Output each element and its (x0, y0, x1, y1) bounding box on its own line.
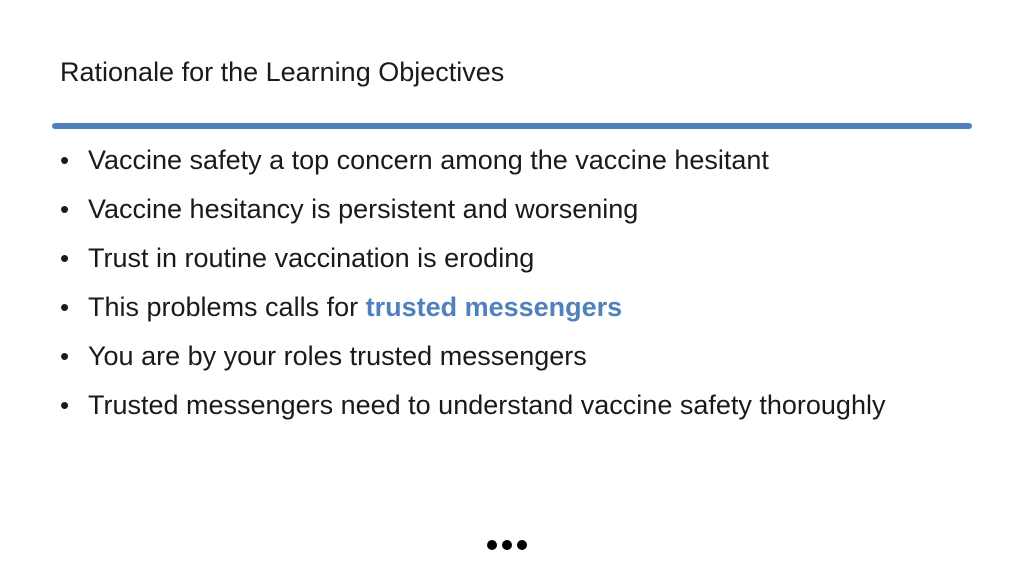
bullet-text: Trusted messengers need to understand vaccine safety thoroughly (88, 390, 886, 420)
bullet-text: You are by your roles trusted messengers (88, 341, 587, 371)
bullet-icon: • (60, 390, 70, 420)
bullet-text: Trust in routine vaccination is eroding (88, 243, 535, 273)
bullet-item-5 (60, 334, 885, 383)
dot-2 (502, 540, 512, 550)
bullet-item-3 (60, 236, 885, 285)
bullet-list (60, 138, 885, 432)
bullet-text-plain: This problems calls for (88, 292, 366, 322)
dot-1 (487, 540, 497, 550)
highlighted-phrase: trusted messengers (365, 292, 623, 322)
dot-3 (517, 540, 527, 550)
bullet-icon: • (60, 243, 70, 273)
bullet-icon: • (60, 341, 70, 371)
bullet-item-4 (60, 285, 885, 334)
bullet-item-2 (60, 187, 885, 236)
bullet-item-6 (60, 383, 885, 432)
bullet-item-1 (60, 138, 885, 187)
bullet-text: Vaccine safety a top concern among the vaccine hesitant (88, 145, 769, 175)
title-divider (52, 123, 972, 129)
more-horizontal-icon[interactable] (487, 540, 527, 550)
bullet-text (88, 285, 622, 329)
bullet-text: Vaccine hesitancy is persistent and worsening (88, 194, 639, 224)
bullet-icon: • (60, 194, 70, 224)
slide-title: Rationale for the Learning Objectives (60, 57, 505, 87)
bullet-icon: • (60, 145, 70, 175)
bullet-icon: • (60, 292, 70, 322)
